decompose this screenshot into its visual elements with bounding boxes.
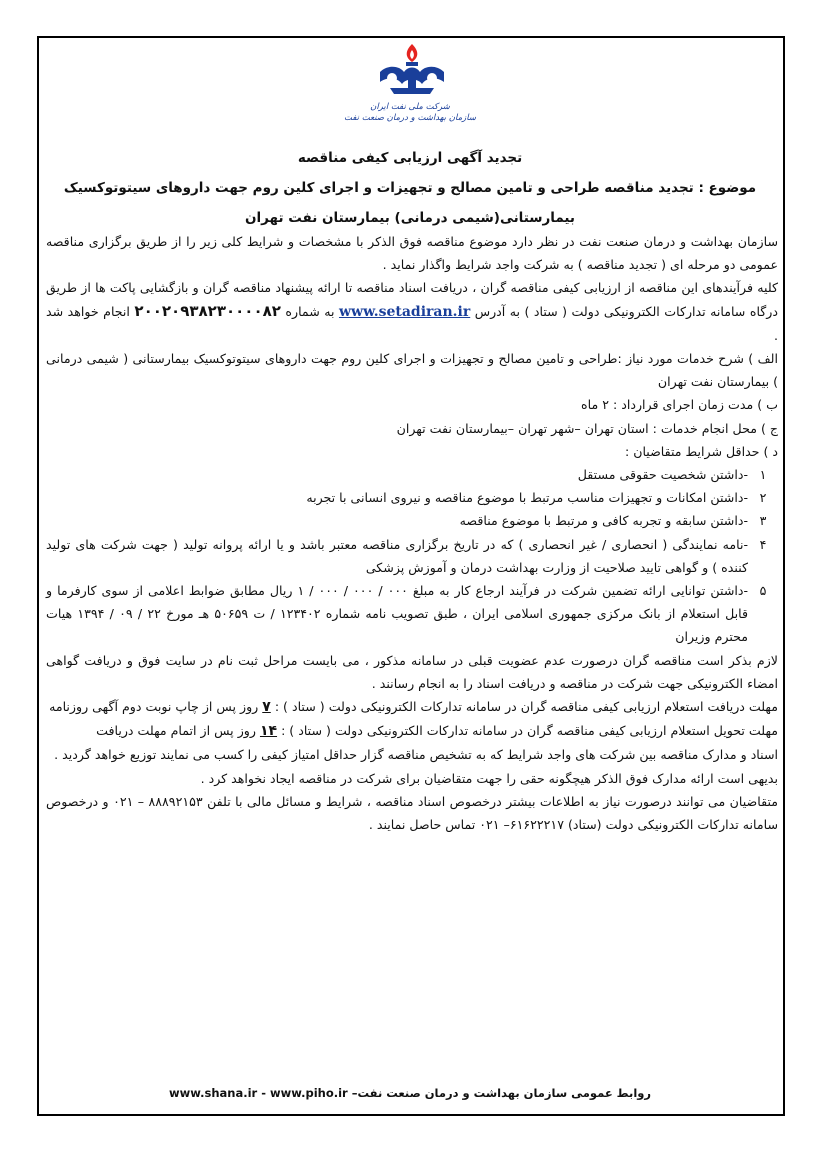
intro-paragraph-1: سازمان بهداشت و درمان صنعت نفت در نظر دارد موضوع مناقصه فوق الذکر با مشخصات و شرایط کلی زیر را از طریق برگزاری مناقصه عمومی دو مرحله ای ( تجدید مناقصه ) به شرکت واجد شرایط واگذار نماید .: [46, 234, 778, 273]
org-name-line1: شرکت ملی نفت ایران: [370, 102, 450, 112]
org-name-line2: سازمان بهداشت و درمان صنعت نفت: [344, 113, 476, 123]
section-d: د ) حداقل شرایط متقاضیان :: [624, 443, 778, 459]
condition-item: ۴ -نامه نمایندگی ( انحصاری / غیر انحصاری ) که در تاریخ برگزاری مناقصه معتبر باشد و یا ارائه پروانه تولید ( جهت شرکت های تولید کننده ) و گواهی تایید صلاحیت از وزارت بهداشت درمان و آموزش پزشکی: [46, 536, 767, 575]
note-contact: متقاضیان می توانند درصورت نیاز به اطلاعات بیشتر درخصوص اسناد مناقصه ، شرایط و مسائل مالی با تلفن ۸۸۸۹۲۱۵۳ – ۰۲۱ و درخصوص سامانه تدارکات الکترونیکی دولت (ستاد) ۶۱۶۲۲۲۱۷– ۰۲۱ تماس حاصل نمایند .: [46, 793, 778, 833]
submit-days: ۱۴: [259, 723, 278, 740]
condition-item: ۳ -داشتن سابقه و تجربه کافی و مرتبط با موضوع مناقصه: [459, 513, 767, 529]
tender-number: ۲۰۰۲۰۹۳۸۲۳۰۰۰۰۸۲: [134, 301, 281, 320]
note-submit-deadline: مهلت تحویل استعلام ارزیابی کیفی مناقصه گران در سامانه تدارکات الکترونیکی دولت ( ستاد ) : ۱۴ روز پس از اتمام مهلت دریافت: [96, 723, 778, 740]
intro-paragraph-2: کلیه فرآیندهای این مناقصه از ارزیابی کیفی مناقصه گران ، دریافت اسناد مناقصه تا ارائه پیشنهاد مناقصه گران و بازگشایی پاکت ها از طریق درگاه سامانه تدارکات الکترونیکی دولت ( ستاد ) به آدرس www.setadiran.ir به شماره ۲۰۰۲۰۹۳۸۲۳۰۰۰۰۸۲ انجام خواهد شد .: [46, 280, 778, 343]
subject-line-2: بیمارستانی(شیمی درمانی) بیمارستان نفت تهران: [245, 210, 575, 226]
setad-url-link[interactable]: www.setadiran.ir: [338, 303, 471, 320]
note-registration: لازم بذکر است مناقصه گران درصورت عدم عضویت قبلی در سامانه مذکور ، می بایست مراحل ثبت نام در سایت فوق و دریافت گواهی امضاء الکترونیکی جهت شرکت در مناقصه و دریافت اسناد را به انجام رسانند .: [46, 652, 778, 691]
footer-public-relations: روابط عمومی سازمان بهداشت و درمان صنعت نفت– www.shana.ir - www.piho.ir: [168, 1086, 652, 1100]
note-no-right: بدیهی است ارائه مدارک فوق الذکر هیچگونه حقی را جهت متقاضیان برای شرکت در مناقصه ایجاد نخواهد کرد .: [200, 770, 778, 786]
receive-days: ۷: [262, 699, 271, 716]
note-receive-deadline: مهلت دریافت استعلام ارزیابی کیفی مناقصه گران در سامانه تدارکات الکترونیکی دولت ( ستاد ) : ۷ روز پس از چاپ نوبت دوم آگهی روزنامه: [49, 699, 778, 716]
note-distribution: اسناد و مدارک مناقصه بین شرکت های واجد شرایط که به تشخیص مناقصه گزار حداقل امتیاز کیفی را کسب می نمایند توزیع خواهد گردید .: [54, 747, 778, 763]
condition-item: ۵ -داشتن توانایی ارائه تضمین شرکت در فرآیند ارجاع کار به مبلغ ۰۰۰ / ۰۰۰ / ۰۰۰ / ۱ ریال مطابق ضوابط اعلامی از سوی کارفرما و قابل استعلام از بانک مرکزی جمهوری اسلامی ایران ، طبق تصویب نامه شماره ۱۲۳۴۰۲ / ت ۵۰۶۵۹ هـ مورخ ۲۲ / ۰۹ / ۱۳۹۴ هیات محترم وزیران: [46, 583, 767, 645]
condition-item: ۱ -داشتن شخصیت حقوقی مستقل: [577, 467, 767, 483]
condition-item: ۲ -داشتن امکانات و تجهیزات مناسب مرتبط با موضوع مناقصه و نیروی انسانی با تجربه: [306, 490, 767, 506]
subject-line-1: موضوع : تجدید مناقصه طراحی و تامین مصالح و تجهیزات و اجرای کلین روم جهت داروهای سیتوتوکسیک: [63, 180, 757, 196]
page-title: تجدید آگهی ارزیابی کیفی مناقصه: [297, 150, 523, 166]
section-c: ج ) محل انجام خدمات : استان تهران –شهر تهران –بیمارستان نفت تهران: [396, 420, 778, 436]
nioc-logo-icon: [370, 42, 454, 104]
section-a: الف ) شرح خدمات مورد نیاز :طراحی و تامین مصالح و تجهیزات و اجرای کلین روم جهت داروهای سیتوتوکسیک بیمارستانی ( شیمی درمانی ) بیمارستان نفت تهران: [46, 351, 778, 390]
section-b: ب ) مدت زمان اجرای قرارداد : ۲ ماه: [581, 397, 778, 413]
